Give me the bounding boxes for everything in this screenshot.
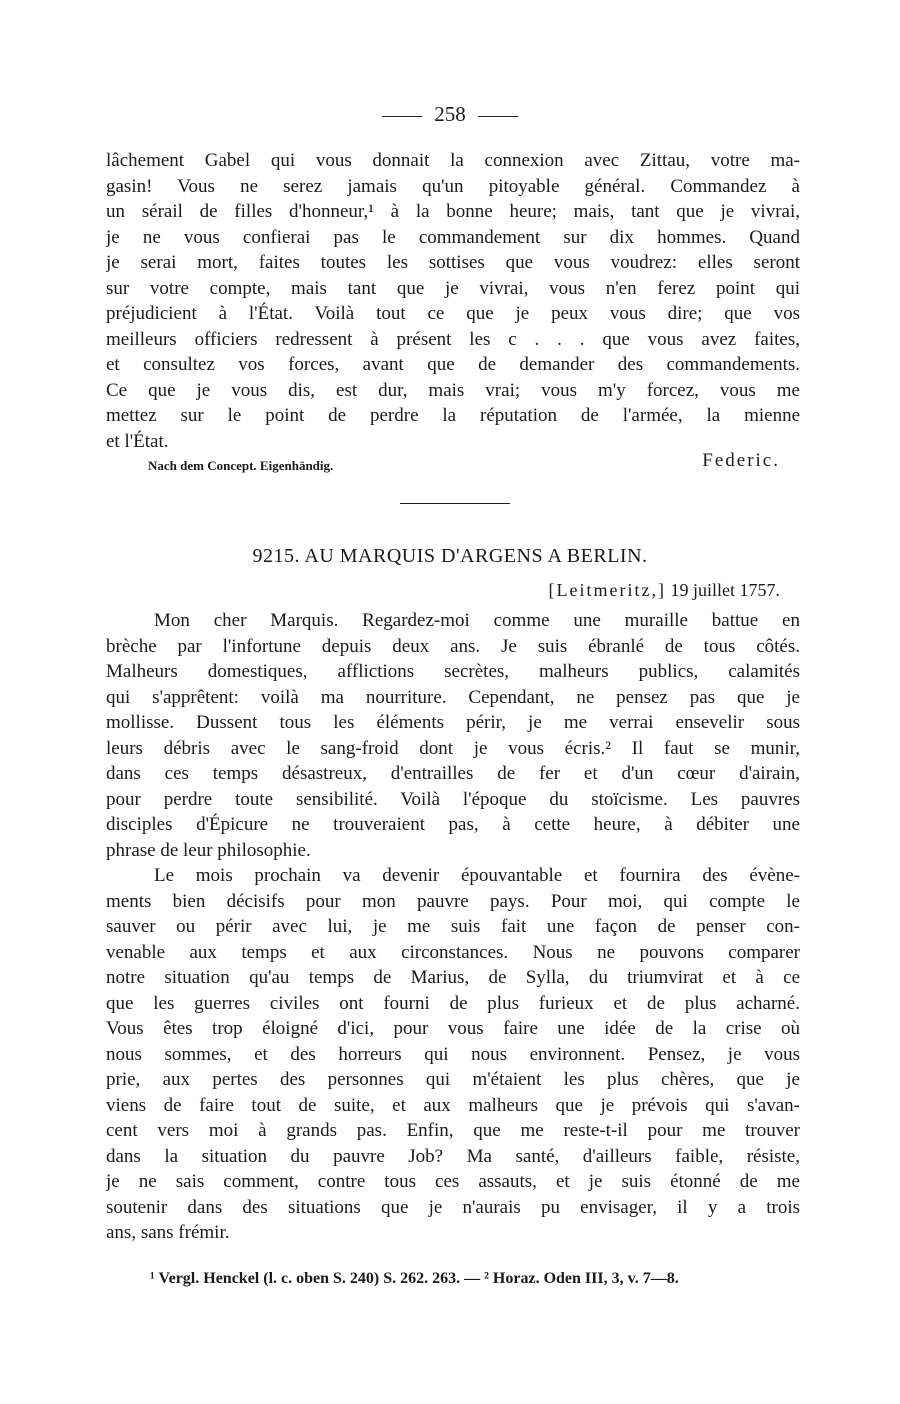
letter-heading: 9215. AU MARQUIS D'ARGENS A BERLIN. (252, 545, 648, 567)
source-note: Nach dem Concept. Eigenhändig. (148, 458, 334, 473)
text-line: je serai mort, faites toutes les sottises que vous voudrez: elles seront (106, 252, 800, 273)
text-line: ments bien décisifs pour mon pauvre pays. Pour moi, qui compte le (106, 890, 800, 912)
text-line: Mon cher Marquis. Regardez-moi comme une muraille battue en (154, 610, 800, 631)
text-line: et consultez vos forces, avant que de demander des commandements. (106, 354, 800, 375)
text-line: notre situation qu'au temps de Marius, de Sylla, du triumvirat et à ce (106, 967, 800, 988)
text-line: et l'État. (106, 430, 169, 452)
text-line: un sérail de filles d'honneur,¹ à la bonne heure; mais, tant que je vivrai, (106, 201, 800, 222)
text-line: dans ces temps désastreux, d'entrailles de fer et d'un cœur d'airain, (106, 763, 800, 784)
signature: Federic. (702, 450, 780, 471)
text-line: nous sommes, et des horreurs qui nous environnent. Pensez, je vous (106, 1043, 800, 1065)
text-line: disciples d'Épicure ne trouveraient pas, à cette heure, à débiter une (106, 814, 800, 835)
text-line: Le mois prochain va devenir épouvantable et fournira des évène- (154, 865, 800, 886)
header-dash-left (382, 116, 422, 117)
text-line: soutenir dans des situations que je n'aurais pu envisager, il y a trois (106, 1196, 800, 1218)
text-line: mettez sur le point de perdre la réputation de l'armée, la mienne (106, 405, 800, 426)
text-line: prie, aux pertes des personnes qui m'étaient les plus chères, que je (106, 1069, 800, 1090)
text-line: dans la situation du pauvre Job? Ma santé, d'ailleurs faible, résiste, (106, 1145, 800, 1167)
text-line: venable aux temps et aux circonstances. Nous ne pouvons comparer (106, 941, 800, 963)
text-line: sur votre compte, mais tant que je vivrai, vous n'en ferez point qui (106, 277, 800, 299)
dateline (549, 580, 780, 601)
text-line: que les guerres civiles ont fourni de plus furieux et de plus acharné. (106, 992, 800, 1014)
text-line: lâchement Gabel qui vous donnait la connexion avec Zittau, votre ma- (106, 150, 800, 171)
text-line: pour perdre toute sensibilité. Voilà l'époque du stoïcisme. Les pauvres (106, 788, 800, 810)
text-line: viens de faire tout de suite, et aux malheurs que je prévois qui s'avan- (106, 1094, 800, 1116)
header-dash-right (478, 116, 518, 117)
text-line: Vous êtes trop éloigné d'ici, pour vous faire une idée de la crise où (106, 1018, 800, 1039)
source-signature-row (148, 450, 780, 480)
footnotes: ¹ Vergl. Henckel (l. c. oben S. 240) S. 262. 263. — ² Horaz. Oden III, 3, v. 7—8. (150, 1270, 679, 1287)
dateline-place: [Leitmeritz,] (548, 580, 666, 600)
text-line: qui s'apprêtent: voilà ma nourriture. Cependant, ne pensez pas que je (106, 686, 800, 708)
text-line: meilleurs officiers redressent à présent les c . . . que vous avez faites, (106, 328, 800, 350)
text-line: Ce que je vous dis, est dur, mais vrai; vous m'y forcez, vous me (106, 379, 800, 401)
text-line: préjudicient à l'État. Voilà tout ce que je peux vous dire; que vos (106, 303, 800, 324)
text-line: cent vers moi à grands pas. Enfin, que me reste-t-il pour me trouver (106, 1120, 800, 1141)
text-line: gasin! Vous ne serez jamais qu'un pitoyable général. Commandez à (106, 175, 800, 197)
text-line: je ne sais comment, contre tous ces assauts, et je suis étonné de me (106, 1171, 800, 1192)
letter-paragraph-2 (106, 863, 800, 1246)
page-number-header (0, 102, 900, 127)
text-line: mollisse. Dussent tous les éléments périr, je me verrai ensevelir sous (106, 712, 800, 733)
text-line: brèche par l'infortune depuis deux ans. Je suis ébranlé de tous côtés. (106, 635, 800, 657)
letter-paragraph-1 (106, 608, 800, 863)
section-divider (400, 503, 510, 504)
page-number: 258 (434, 102, 466, 126)
text-line: ans, sans frémir. (106, 1222, 230, 1243)
text-line: phrase de leur philosophie. (106, 839, 311, 861)
previous-letter-ending (106, 148, 800, 454)
text-line: je ne vous confierai pas le commandement sur dix hommes. Quand (106, 226, 800, 248)
text-line: sauver ou périr avec lui, je me suis fait une façon de penser con- (106, 916, 800, 937)
dateline-date: 19 juillet 1757. (670, 580, 780, 600)
text-line: Malheurs domestiques, afflictions secrètes, malheurs publics, calamités (106, 661, 800, 682)
text-line: leurs débris avec le sang-froid dont je vous écris.² Il faut se munir, (106, 737, 800, 759)
